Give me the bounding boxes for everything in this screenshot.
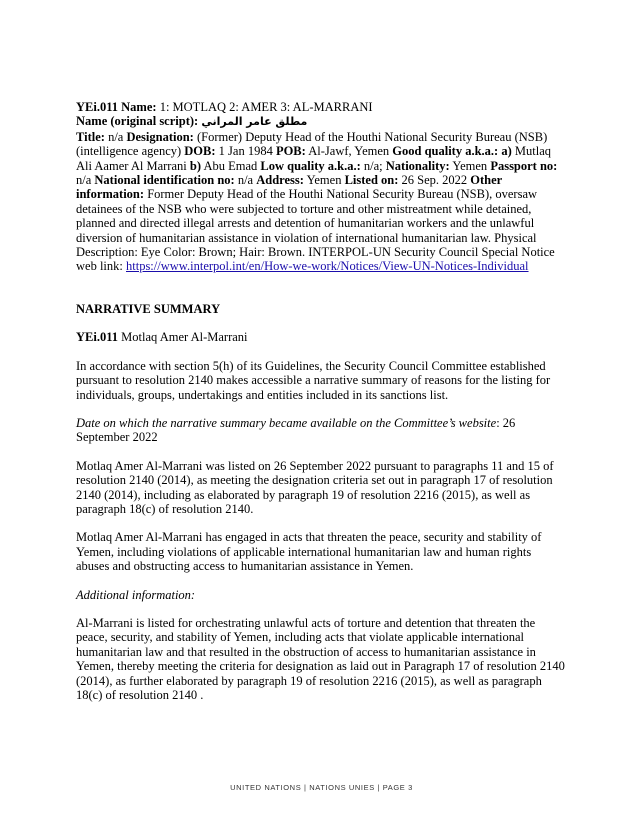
pob-value: Al-Jawf, Yemen [308, 144, 390, 159]
narrative-ref: YEi.011 [76, 330, 119, 345]
page-footer: UNITED NATIONS | NATIONS UNIES | PAGE 3 [230, 783, 413, 792]
designation-label: Designation: [126, 129, 194, 144]
address-label: Address: [256, 173, 304, 188]
title-label: Title: [76, 129, 105, 144]
national-id-label: National identification no: [94, 173, 235, 188]
low-aka-value: n/a [363, 158, 380, 173]
name-value: 1: MOTLAQ 2: AMER 3: AL-MARRANI [159, 100, 373, 114]
original-script-value: مطلق عامر المراني [201, 115, 308, 129]
good-aka-a-value: Mutlaq Ali Aamer Al Marrani [76, 144, 551, 173]
name-label: Name: [121, 100, 157, 114]
low-aka-label: Low quality a.k.a.: [260, 158, 361, 173]
nationality-value: Yemen [452, 158, 488, 173]
narrative-name: Motlaq Amer Al-Marrani [121, 330, 248, 345]
title-value: n/a [108, 129, 124, 144]
dob-label: DOB: [184, 144, 216, 159]
original-script-line [76, 114, 566, 129]
entry-details: Title: n/a Designation: (Former) Deputy Head of the Houthi National Security Bureau (NSB) (intelligence agency) DOB: 1 Jan 1984 POB: Al-Jawf, Yemen Good quality a.k.a.: a) Mutlaq Ali Aamer Al Marrani b) Abu Emad Low quality a.k.a.: n/a; Nationality: Yemen Passport no: n/a National identification no: n/a Address: Yemen Listed on: 26 Sep. 2022 Other information: Former Deputy Head of the Houthi National Security Bureau (NSB), oversaw detainees of the NSB who were subjected to torture and other mistreatment while detained, planned and directed illegal arrests and detention of humanitarian workers and the unlawful diversion of humanitarian assistance in violation of international humanitarian law. Physical Description: Eye Color: Brown; Hair: Brown. INTERPOL-UN Security Council Special Notice web link: https://www.interpol.int/en/How-we-work/Notices/View-UN-Notices-Individual [76, 129, 558, 274]
guidelines-paragraph: In accordance with section 5(h) of its Guidelines, the Security Council Committee established pursuant to resolution 2140 makes accessible a narrative summary of reasons for the listing for individuals, groups, undertakings and entities included in its sanctions list. [76, 358, 551, 402]
designation-value: (Former) Deputy Head of the Houthi National Security Bureau (NSB) (intelligence agency) [76, 129, 548, 159]
date-available-line [76, 416, 566, 445]
other-info-label: Other information: [76, 173, 503, 202]
sanctions-entry [76, 100, 566, 274]
entry-ref: YEi.011 [76, 100, 119, 114]
document-page [76, 100, 566, 702]
good-aka-b-value: Abu Emad [203, 158, 258, 173]
passport-label: Passport no: [490, 158, 558, 173]
acts-paragraph: Motlaq Amer Al-Marrani has engaged in acts that threaten the peace, security and stability of Yemen, including violations of applicable international humanitarian law and human rights abuses and obstructing access to humanitarian assistance in Yemen. [76, 530, 542, 574]
listed-on-label: Listed on: [344, 173, 399, 188]
nationality-label: Nationality: [385, 158, 450, 173]
national-id-value: n/a [237, 173, 254, 188]
other-info-value: Former Deputy Head of the Houthi National Security Bureau (NSB), oversaw detainees of the NSB who were subjected to torture and other mistreatment while detained, planned and directed illegal arrests and detention of humanitarian workers and the unlawful diversion of humanitarian assistance in violation of international humanitarian law. Physical Description: Eye Color: Brown; Hair: Brown. INTERPOL-UN Security Council Special Notice web link: [76, 187, 555, 274]
listing-paragraph: Motlaq Amer Al-Marrani was listed on 26 September 2022 pursuant to paragraphs 11 and 15 of resolution 2140 (2014), as meeting the designation criteria set out in paragraph 17 of resolution 2140 (2014), including as elaborated by paragraph 19 of resolution 2216 (2015), as well as paragraph 18(c) of resolution 2140. [76, 458, 554, 516]
additional-info-label: Additional information: [76, 587, 196, 602]
pob-label: POB: [275, 144, 306, 159]
good-aka-a-marker: a) [501, 144, 512, 159]
date-available-label: Date on which the narrative summary became available on the Committee’s website [76, 415, 497, 430]
passport-value: n/a [76, 173, 92, 188]
address-value: Yemen [306, 173, 342, 188]
narrative-heading: NARRATIVE SUMMARY [76, 301, 221, 316]
narrative-entry-line [76, 330, 566, 344]
dob-value: 1 Jan 1984 [218, 144, 273, 159]
good-aka-b-marker: b) [189, 158, 201, 173]
interpol-notice-link[interactable]: https://www.interpol.int/en/How-we-work/Notices/View-UN-Notices-Individual [126, 259, 529, 274]
entry-name-line [76, 100, 566, 114]
date-available-value: : 26 September 2022 [76, 415, 516, 445]
good-aka-label: Good quality a.k.a.: [392, 144, 499, 159]
additional-info-paragraph: Al-Marrani is listed for orchestrating unlawful acts of torture and detention that threaten the peace, security, and stability of Yemen, including acts that violate applicable international humanitarian law and that resulted in the obstruction of access to humanitarian assistance in Yemen, thereby meeting the criteria for designation as laid out in Paragraph 17 of resolution 2140 (2014), as further elaborated by paragraph 19 of resolution 2216 (2015), as well as paragraph 18(c) of resolution 2140 . [76, 615, 565, 702]
listed-on-value: 26 Sep. 2022 [401, 173, 468, 188]
original-script-label: Name (original script): [76, 114, 199, 129]
